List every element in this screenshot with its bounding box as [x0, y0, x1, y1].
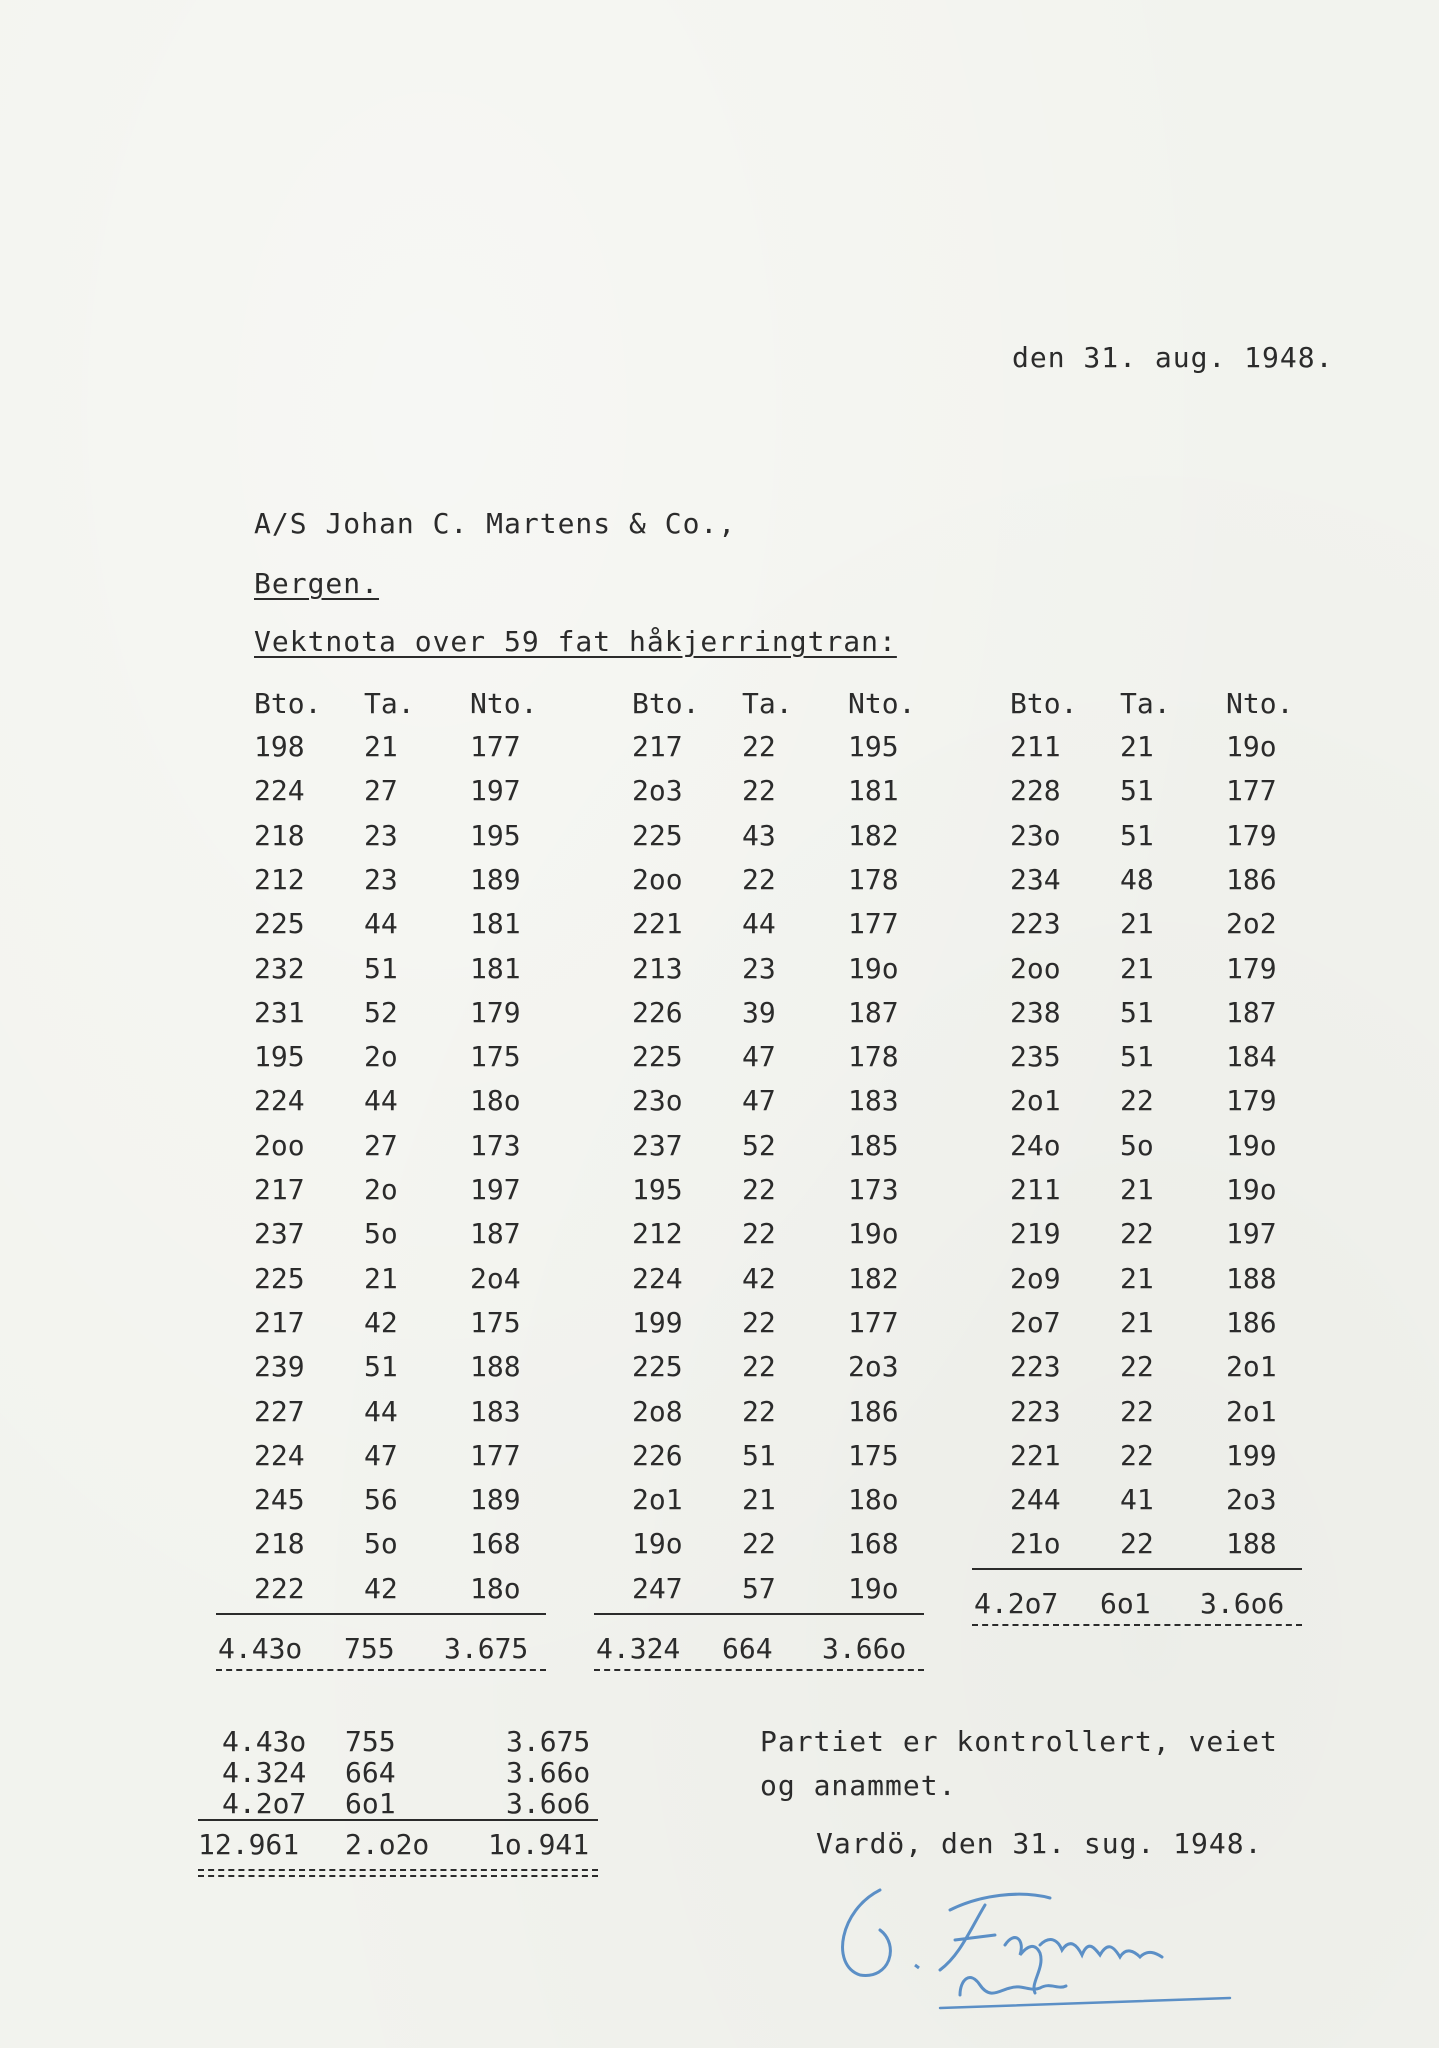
table-cell: 22 — [742, 730, 776, 763]
table-cell: 179 — [470, 995, 521, 1029]
addressee-company: A/S Johan C. Martens & Co., — [254, 507, 737, 540]
table-cell: 232 — [254, 951, 305, 985]
table-cell: 221 — [1010, 1438, 1061, 1472]
table-cell: 197 — [1226, 1217, 1277, 1251]
table-cell: 52 — [364, 995, 398, 1029]
table-cell: 22 — [742, 1217, 776, 1251]
table-cell: 22 — [1120, 1527, 1154, 1561]
table-cell: 27 — [364, 774, 398, 808]
table-cell: 41 — [1120, 1483, 1154, 1517]
table-cell: 175 — [848, 1438, 899, 1472]
table-cell: 19o — [1226, 1128, 1277, 1162]
table-cell: 2o1 — [1010, 1084, 1061, 1118]
column-header-nto: Nto. — [1226, 687, 1294, 720]
table-cell: 199 — [632, 1305, 683, 1339]
table-cell: 43 — [742, 818, 776, 852]
table-cell: 2o4 — [470, 1261, 521, 1295]
table-cell: 51 — [742, 1438, 776, 1472]
table-cell: 19o — [1226, 1173, 1277, 1206]
table-cell: 44 — [742, 907, 776, 941]
table-cell: 173 — [470, 1128, 521, 1162]
table-cell: 2o8 — [632, 1394, 683, 1428]
subject-line: Vektnota over 59 fat håkjerringtran: — [254, 625, 897, 658]
table-cell: 227 — [254, 1394, 305, 1428]
table-cell: 21 — [1120, 951, 1154, 985]
table-cell: 22 — [742, 862, 776, 896]
sum-rule — [216, 1613, 546, 1615]
column-header-bto: Bto. — [1010, 687, 1078, 720]
table-cell: 186 — [1226, 1305, 1277, 1339]
column-header-ta: Ta. — [1120, 687, 1171, 720]
table-cell: 189 — [470, 1483, 521, 1517]
table-cell: 175 — [470, 1305, 521, 1339]
table-cell: 179 — [1226, 818, 1277, 852]
table-cell: 56 — [364, 1483, 398, 1517]
table-cell: 226 — [632, 995, 683, 1029]
table-cell: 223 — [1010, 1350, 1061, 1384]
block-total: 3.675 — [444, 1631, 529, 1665]
table-cell: 228 — [1010, 774, 1061, 808]
table-cell: 23 — [742, 951, 776, 985]
table-cell: 39 — [742, 995, 776, 1029]
table-cell: 23o — [1010, 818, 1061, 852]
column-header-bto: Bto. — [254, 687, 322, 720]
table-cell: 2o — [364, 1173, 398, 1206]
table-cell: 2o3 — [632, 774, 683, 808]
table-cell: 219 — [1010, 1217, 1061, 1251]
summary-cell: 755 — [345, 1725, 396, 1758]
table-cell: 168 — [470, 1527, 521, 1561]
table-cell: 218 — [254, 818, 305, 852]
table-cell: 23 — [364, 818, 398, 852]
table-cell: 224 — [254, 1084, 305, 1118]
summary-cell: 4.2o7 — [222, 1787, 307, 1820]
table-cell: 44 — [364, 1084, 398, 1118]
table-cell: 217 — [632, 730, 683, 763]
table-cell: 178 — [848, 1040, 899, 1074]
table-cell: 222 — [254, 1571, 305, 1605]
table-cell: 179 — [1226, 1084, 1277, 1118]
table-cell: 2o1 — [1226, 1394, 1277, 1428]
summary-cell: 3.6o6 — [506, 1787, 591, 1820]
total-underline — [594, 1669, 924, 1671]
table-cell: 237 — [254, 1217, 305, 1251]
table-cell: 5o — [1120, 1128, 1154, 1162]
table-cell: 21 — [364, 730, 398, 763]
table-cell: 224 — [254, 774, 305, 808]
table-cell: 217 — [254, 1305, 305, 1339]
table-cell: 2oo — [254, 1128, 305, 1162]
block-total: 4.43o — [218, 1631, 303, 1665]
table-cell: 189 — [470, 862, 521, 896]
table-cell: 23 — [364, 862, 398, 896]
column-header-nto: Nto. — [470, 687, 538, 720]
table-cell: 22 — [1120, 1084, 1154, 1118]
table-cell: 5o — [364, 1527, 398, 1561]
table-cell: 197 — [470, 1173, 521, 1206]
table-cell: 245 — [254, 1483, 305, 1517]
column-header-nto: Nto. — [848, 687, 916, 720]
table-cell: 177 — [1226, 774, 1277, 808]
table-cell: 226 — [632, 1438, 683, 1472]
table-cell: 168 — [848, 1527, 899, 1561]
table-cell: 44 — [364, 1394, 398, 1428]
summary-cell: 664 — [345, 1756, 396, 1789]
summary-cell: 3.675 — [506, 1725, 591, 1758]
table-cell: 195 — [254, 1040, 305, 1074]
table-cell: 2oo — [632, 862, 683, 896]
table-cell: 24o — [1010, 1128, 1061, 1162]
table-cell: 2o3 — [1226, 1483, 1277, 1517]
table-cell: 182 — [848, 818, 899, 852]
table-cell: 21 — [742, 1483, 776, 1517]
block-total: 3.66o — [822, 1631, 907, 1665]
block-total: 4.324 — [596, 1631, 681, 1665]
table-cell: 21 — [1120, 1261, 1154, 1295]
table-cell: 21 — [364, 1261, 398, 1295]
table-cell: 42 — [742, 1261, 776, 1295]
block-total: 755 — [344, 1631, 395, 1665]
summary-cell: 6o1 — [345, 1787, 396, 1820]
table-cell: 21 — [1120, 907, 1154, 941]
table-cell: 19o — [848, 1571, 899, 1605]
table-cell: 19o — [848, 1217, 899, 1251]
table-cell: 57 — [742, 1571, 776, 1605]
table-cell: 22 — [1120, 1394, 1154, 1428]
table-cell: 2o2 — [1226, 907, 1277, 941]
table-cell: 218 — [254, 1527, 305, 1561]
table-cell: 18o — [470, 1084, 521, 1118]
table-cell: 18o — [470, 1571, 521, 1605]
block-total: 664 — [722, 1631, 773, 1665]
table-cell: 177 — [470, 1438, 521, 1472]
addressee-city: Bergen. — [254, 567, 380, 600]
table-cell: 51 — [1120, 1040, 1154, 1074]
table-cell: 22 — [1120, 1217, 1154, 1251]
table-cell: 22 — [742, 1350, 776, 1384]
table-cell: 47 — [742, 1040, 776, 1074]
table-cell: 231 — [254, 995, 305, 1029]
table-cell: 22 — [1120, 1438, 1154, 1472]
table-cell: 188 — [1226, 1261, 1277, 1295]
table-cell: 195 — [470, 818, 521, 852]
table-cell: 21 — [1120, 1305, 1154, 1339]
table-cell: 42 — [364, 1571, 398, 1605]
table-cell: 195 — [632, 1173, 683, 1206]
table-cell: 198 — [254, 730, 305, 763]
table-cell: 177 — [470, 730, 521, 763]
table-cell: 223 — [1010, 1394, 1061, 1428]
summary-cell: 4.43o — [222, 1725, 307, 1758]
table-cell: 184 — [1226, 1040, 1277, 1074]
table-cell: 177 — [848, 1305, 899, 1339]
table-cell: 225 — [254, 907, 305, 941]
place-date-line: Vardö, den 31. sug. 1948. — [816, 1827, 1263, 1860]
table-cell: 187 — [848, 995, 899, 1029]
table-cell: 181 — [470, 907, 521, 941]
block-total: 3.6o6 — [1200, 1587, 1285, 1621]
table-cell: 21o — [1010, 1527, 1061, 1561]
grand-total: 1o.941 — [488, 1828, 590, 1861]
column-header-ta: Ta. — [364, 687, 415, 720]
table-cell: 19o — [632, 1527, 683, 1561]
note-line-2: og anammet. — [760, 1769, 957, 1802]
summary-rule — [198, 1819, 598, 1821]
table-cell: 211 — [1010, 730, 1061, 763]
table-cell: 173 — [848, 1173, 899, 1206]
table-cell: 186 — [1226, 862, 1277, 896]
table-cell: 199 — [1226, 1438, 1277, 1472]
table-cell: 5o — [364, 1217, 398, 1251]
summary-cell: 4.324 — [222, 1756, 307, 1789]
table-cell: 22 — [742, 1173, 776, 1206]
grand-total: 2.o2o — [345, 1828, 430, 1861]
block-total: 6o1 — [1100, 1587, 1151, 1621]
table-cell: 235 — [1010, 1040, 1061, 1074]
table-cell: 188 — [470, 1350, 521, 1384]
table-cell: 21 — [1120, 730, 1154, 763]
grand-total-double-rule — [198, 1869, 598, 1877]
table-cell: 19o — [1226, 730, 1277, 763]
summary-cell: 3.66o — [506, 1756, 591, 1789]
table-cell: 22 — [742, 1394, 776, 1428]
table-cell: 237 — [632, 1128, 683, 1162]
table-cell: 247 — [632, 1571, 683, 1605]
table-cell: 244 — [1010, 1483, 1061, 1517]
table-cell: 213 — [632, 951, 683, 985]
table-cell: 224 — [254, 1438, 305, 1472]
table-cell: 225 — [254, 1261, 305, 1295]
table-cell: 44 — [364, 907, 398, 941]
table-cell: 186 — [848, 1394, 899, 1428]
table-cell: 224 — [632, 1261, 683, 1295]
table-cell: 212 — [254, 862, 305, 896]
table-cell: 2o3 — [848, 1350, 899, 1384]
table-cell: 183 — [470, 1394, 521, 1428]
table-cell: 27 — [364, 1128, 398, 1162]
table-cell: 238 — [1010, 995, 1061, 1029]
table-cell: 178 — [848, 862, 899, 896]
table-cell: 19o — [848, 951, 899, 985]
table-cell: 22 — [1120, 1350, 1154, 1384]
table-cell: 2o7 — [1010, 1305, 1061, 1339]
table-cell: 42 — [364, 1305, 398, 1339]
table-cell: 187 — [1226, 995, 1277, 1029]
signature — [820, 1870, 1240, 2020]
table-cell: 217 — [254, 1173, 305, 1206]
table-cell: 221 — [632, 907, 683, 941]
table-cell: 51 — [1120, 818, 1154, 852]
table-cell: 181 — [848, 774, 899, 808]
table-cell: 18o — [848, 1483, 899, 1517]
table-cell: 197 — [470, 774, 521, 808]
total-underline — [216, 1669, 546, 1671]
table-cell: 2o1 — [1226, 1350, 1277, 1384]
table-cell: 52 — [742, 1128, 776, 1162]
table-cell: 185 — [848, 1128, 899, 1162]
table-cell: 51 — [1120, 774, 1154, 808]
grand-total: 12.961 — [198, 1828, 300, 1861]
table-cell: 23o — [632, 1084, 683, 1118]
table-cell: 2o — [364, 1040, 398, 1074]
table-cell: 225 — [632, 818, 683, 852]
date-line: den 31. aug. 1948. — [1012, 341, 1334, 374]
table-cell: 2o1 — [632, 1483, 683, 1517]
table-cell: 225 — [632, 1040, 683, 1074]
sum-rule — [972, 1568, 1302, 1570]
sum-rule — [594, 1613, 924, 1615]
table-cell: 195 — [848, 730, 899, 763]
table-cell: 175 — [470, 1040, 521, 1074]
table-cell: 187 — [470, 1217, 521, 1251]
table-cell: 179 — [1226, 951, 1277, 985]
table-cell: 51 — [364, 951, 398, 985]
table-cell: 182 — [848, 1261, 899, 1295]
block-total: 4.2o7 — [974, 1587, 1059, 1621]
total-underline — [972, 1624, 1302, 1626]
table-cell: 47 — [364, 1438, 398, 1472]
table-cell: 211 — [1010, 1173, 1061, 1206]
table-cell: 48 — [1120, 862, 1154, 896]
column-header-bto: Bto. — [632, 687, 700, 720]
table-cell: 51 — [1120, 995, 1154, 1029]
table-cell: 2o9 — [1010, 1261, 1061, 1295]
table-cell: 225 — [632, 1350, 683, 1384]
table-cell: 181 — [470, 951, 521, 985]
table-cell: 22 — [742, 1305, 776, 1339]
table-cell: 223 — [1010, 907, 1061, 941]
table-cell: 2oo — [1010, 951, 1061, 985]
table-cell: 22 — [742, 1527, 776, 1561]
table-cell: 239 — [254, 1350, 305, 1384]
table-cell: 183 — [848, 1084, 899, 1118]
table-cell: 212 — [632, 1217, 683, 1251]
table-cell: 234 — [1010, 862, 1061, 896]
table-cell: 22 — [742, 774, 776, 808]
table-cell: 51 — [364, 1350, 398, 1384]
table-cell: 47 — [742, 1084, 776, 1118]
table-cell: 177 — [848, 907, 899, 941]
note-line-1: Partiet er kontrollert, veiet — [760, 1725, 1278, 1758]
table-cell: 21 — [1120, 1173, 1154, 1206]
column-header-ta: Ta. — [742, 687, 793, 720]
table-cell: 188 — [1226, 1527, 1277, 1561]
